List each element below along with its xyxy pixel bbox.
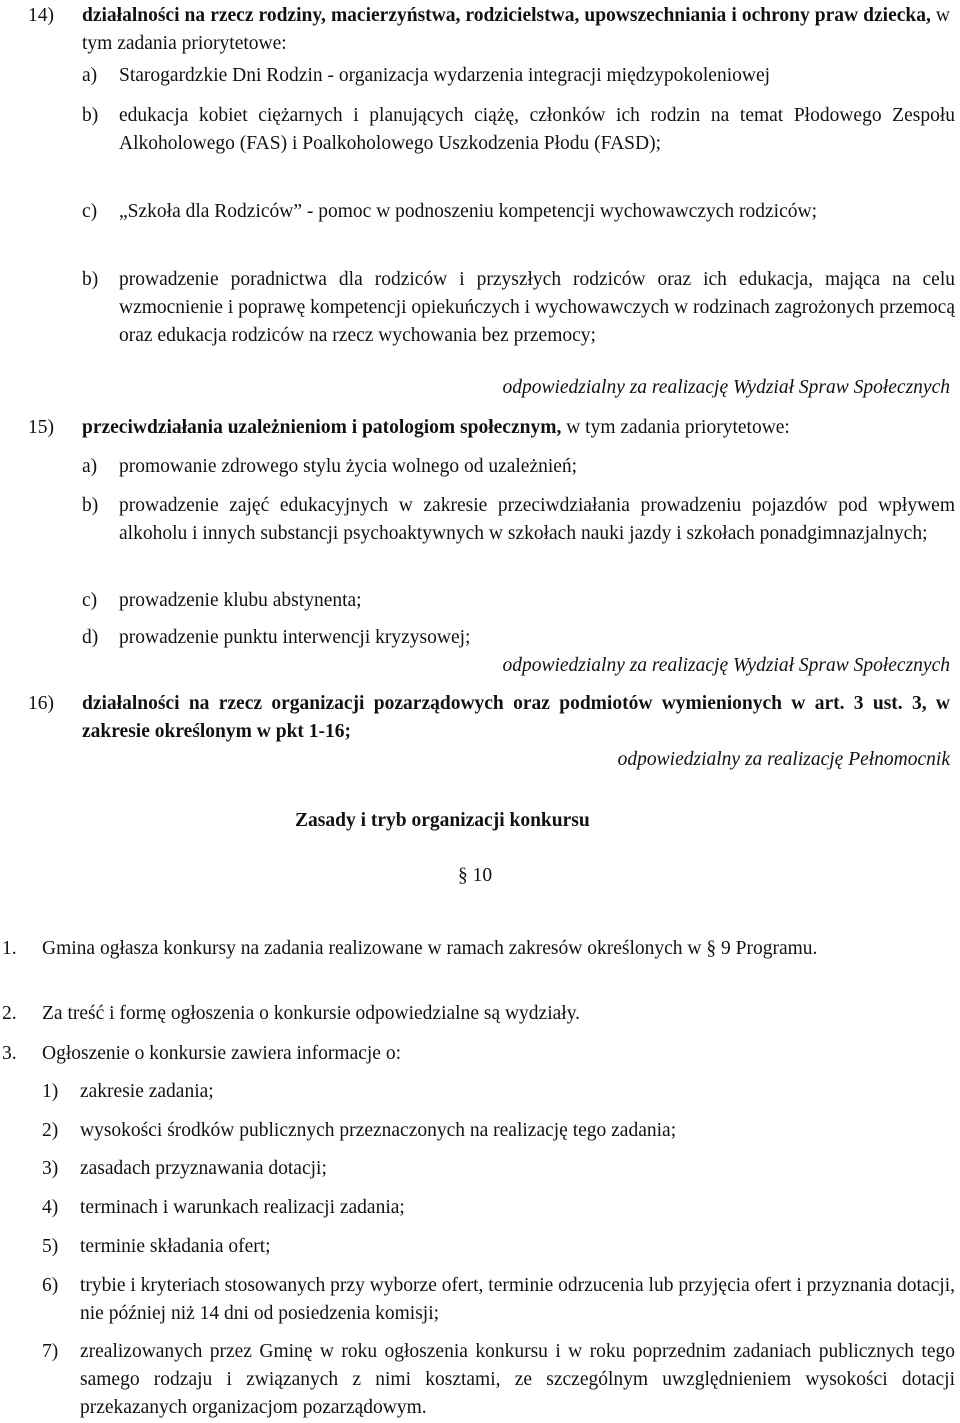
- subitem-label: b): [82, 269, 99, 290]
- item-15-title-bold: przeciwdziałania uzależnieniom i patologiom społecznym,: [82, 417, 562, 438]
- info-item-text: wysokości środków publicznych przeznaczonych na realizację tego zadania;: [80, 1120, 677, 1141]
- section-heading: Zasady i tryb organizacji konkursu: [295, 810, 590, 831]
- clause-text: Gmina ogłasza konkursy na zadania realizowane w ramach zakresów określonych w § 9 Programu.: [42, 938, 818, 959]
- item-number: 15): [28, 417, 54, 438]
- clause-number: 3.: [2, 1043, 17, 1064]
- info-item-text: zakresie zadania;: [80, 1081, 214, 1102]
- responsible-note: odpowiedzialny za realizację Wydział Spraw Społecznych: [502, 655, 950, 676]
- info-item-number: 1): [42, 1081, 59, 1102]
- subitem-text: promowanie zdrowego stylu życia wolnego od uzależnień;: [119, 456, 578, 477]
- info-item-text: trybie i kryteriach stosowanych przy wyborze ofert, terminie odrzucenia lub przyjęcia ofert i przyznania dotacji, nie później niż 14 dni od posiedzenia komisji;: [80, 1275, 955, 1324]
- item-14-title-rest: w tym zadania priorytetowe:: [82, 5, 950, 54]
- item-14-title: [82, 2, 950, 58]
- info-item-number: 4): [42, 1197, 59, 1218]
- responsible-note: odpowiedzialny za realizację Pełnomocnik: [617, 749, 950, 770]
- subitem-text: prowadzenie punktu interwencji kryzysowej;: [119, 627, 471, 648]
- subitem-text: prowadzenie klubu abstynenta;: [119, 590, 362, 611]
- subitem-text: „Szkoła dla Rodziców” - pomoc w podnoszeniu kompetencji wychowawczych rodziców;: [119, 201, 817, 222]
- info-item-text: zasadach przyznawania dotacji;: [80, 1158, 327, 1179]
- item-number: 14): [28, 5, 54, 26]
- item-15-title: [82, 414, 950, 442]
- info-item-number: 7): [42, 1341, 59, 1362]
- info-item-number: 3): [42, 1158, 59, 1179]
- clause-number: 2.: [2, 1003, 17, 1024]
- subitem-label: a): [82, 456, 98, 477]
- subitem-text: prowadzenie zajęć edukacyjnych w zakresie przeciwdziałania prowadzeniu pojazdów pod wpływem alkoholu i innych substancji psychoaktywnych w szkołach nauki jazdy i szkołach ponadgimnazjalnych;: [119, 495, 955, 544]
- subitem-label: c): [82, 590, 98, 611]
- subitem-label: b): [82, 105, 99, 126]
- info-item-number: 2): [42, 1120, 59, 1141]
- clause-number: 1.: [2, 938, 17, 959]
- item-16-title: działalności na rzecz organizacji pozarządowych oraz podmiotów wymienionych w art. 3 ust. 3, w zakresie określonym w pkt 1-16;: [82, 693, 950, 742]
- clause-text: Za treść i formę ogłoszenia o konkursie odpowiedzialne są wydziały.: [42, 1003, 581, 1024]
- item-number: 16): [28, 693, 54, 714]
- subitem-label: c): [82, 201, 98, 222]
- info-item-text: terminach i warunkach realizacji zadania;: [80, 1197, 405, 1218]
- subitem-text: edukacja kobiet ciężarnych i planujących ciążę, członków ich rodzin na temat Płodowego Zespołu Alkoholowego (FAS) i Poalkoholowego Uszkodzenia Płodu (FASD);: [119, 105, 955, 154]
- subitem-text: prowadzenie poradnictwa dla rodziców i przyszłych rodziców oraz ich edukacja, mająca na celu wzmocnienie i poprawę kompetencji opiekuńczych i wychowawczych w rodzinach zagrożonych przemocą oraz edukacja rodziców na rzecz wychowania bez przemocy;: [119, 269, 955, 346]
- responsible-note: odpowiedzialny za realizację Wydział Spraw Społecznych: [502, 377, 950, 398]
- info-item-text: terminie składania ofert;: [80, 1236, 271, 1257]
- subitem-text: Starogardzkie Dni Rodzin - organizacja wydarzenia integracji międzypokoleniowej: [119, 65, 771, 86]
- subitem-label: d): [82, 627, 99, 648]
- subitem-label: b): [82, 495, 99, 516]
- clause-text: Ogłoszenie o konkursie zawiera informacje o:: [42, 1043, 401, 1064]
- item-14-title-bold: działalności na rzecz rodziny, macierzyństwa, rodzicielstwa, upowszechniania i ochrony praw dziecka,: [82, 5, 931, 26]
- item-15-title-rest: w tym zadania priorytetowe:: [561, 417, 790, 438]
- paragraph-number: § 10: [458, 865, 493, 886]
- subitem-label: a): [82, 65, 98, 86]
- info-item-number: 5): [42, 1236, 59, 1257]
- info-item-number: 6): [42, 1275, 59, 1296]
- info-item-text: zrealizowanych przez Gminę w roku ogłoszenia konkursu i w roku poprzednim zadaniach publicznych tego samego rodzaju i związanych z nimi kosztami, ze szczególnym uwzględnieniem wysokości dotacji przekazanych organizacjom pozarządowym.: [80, 1341, 955, 1418]
